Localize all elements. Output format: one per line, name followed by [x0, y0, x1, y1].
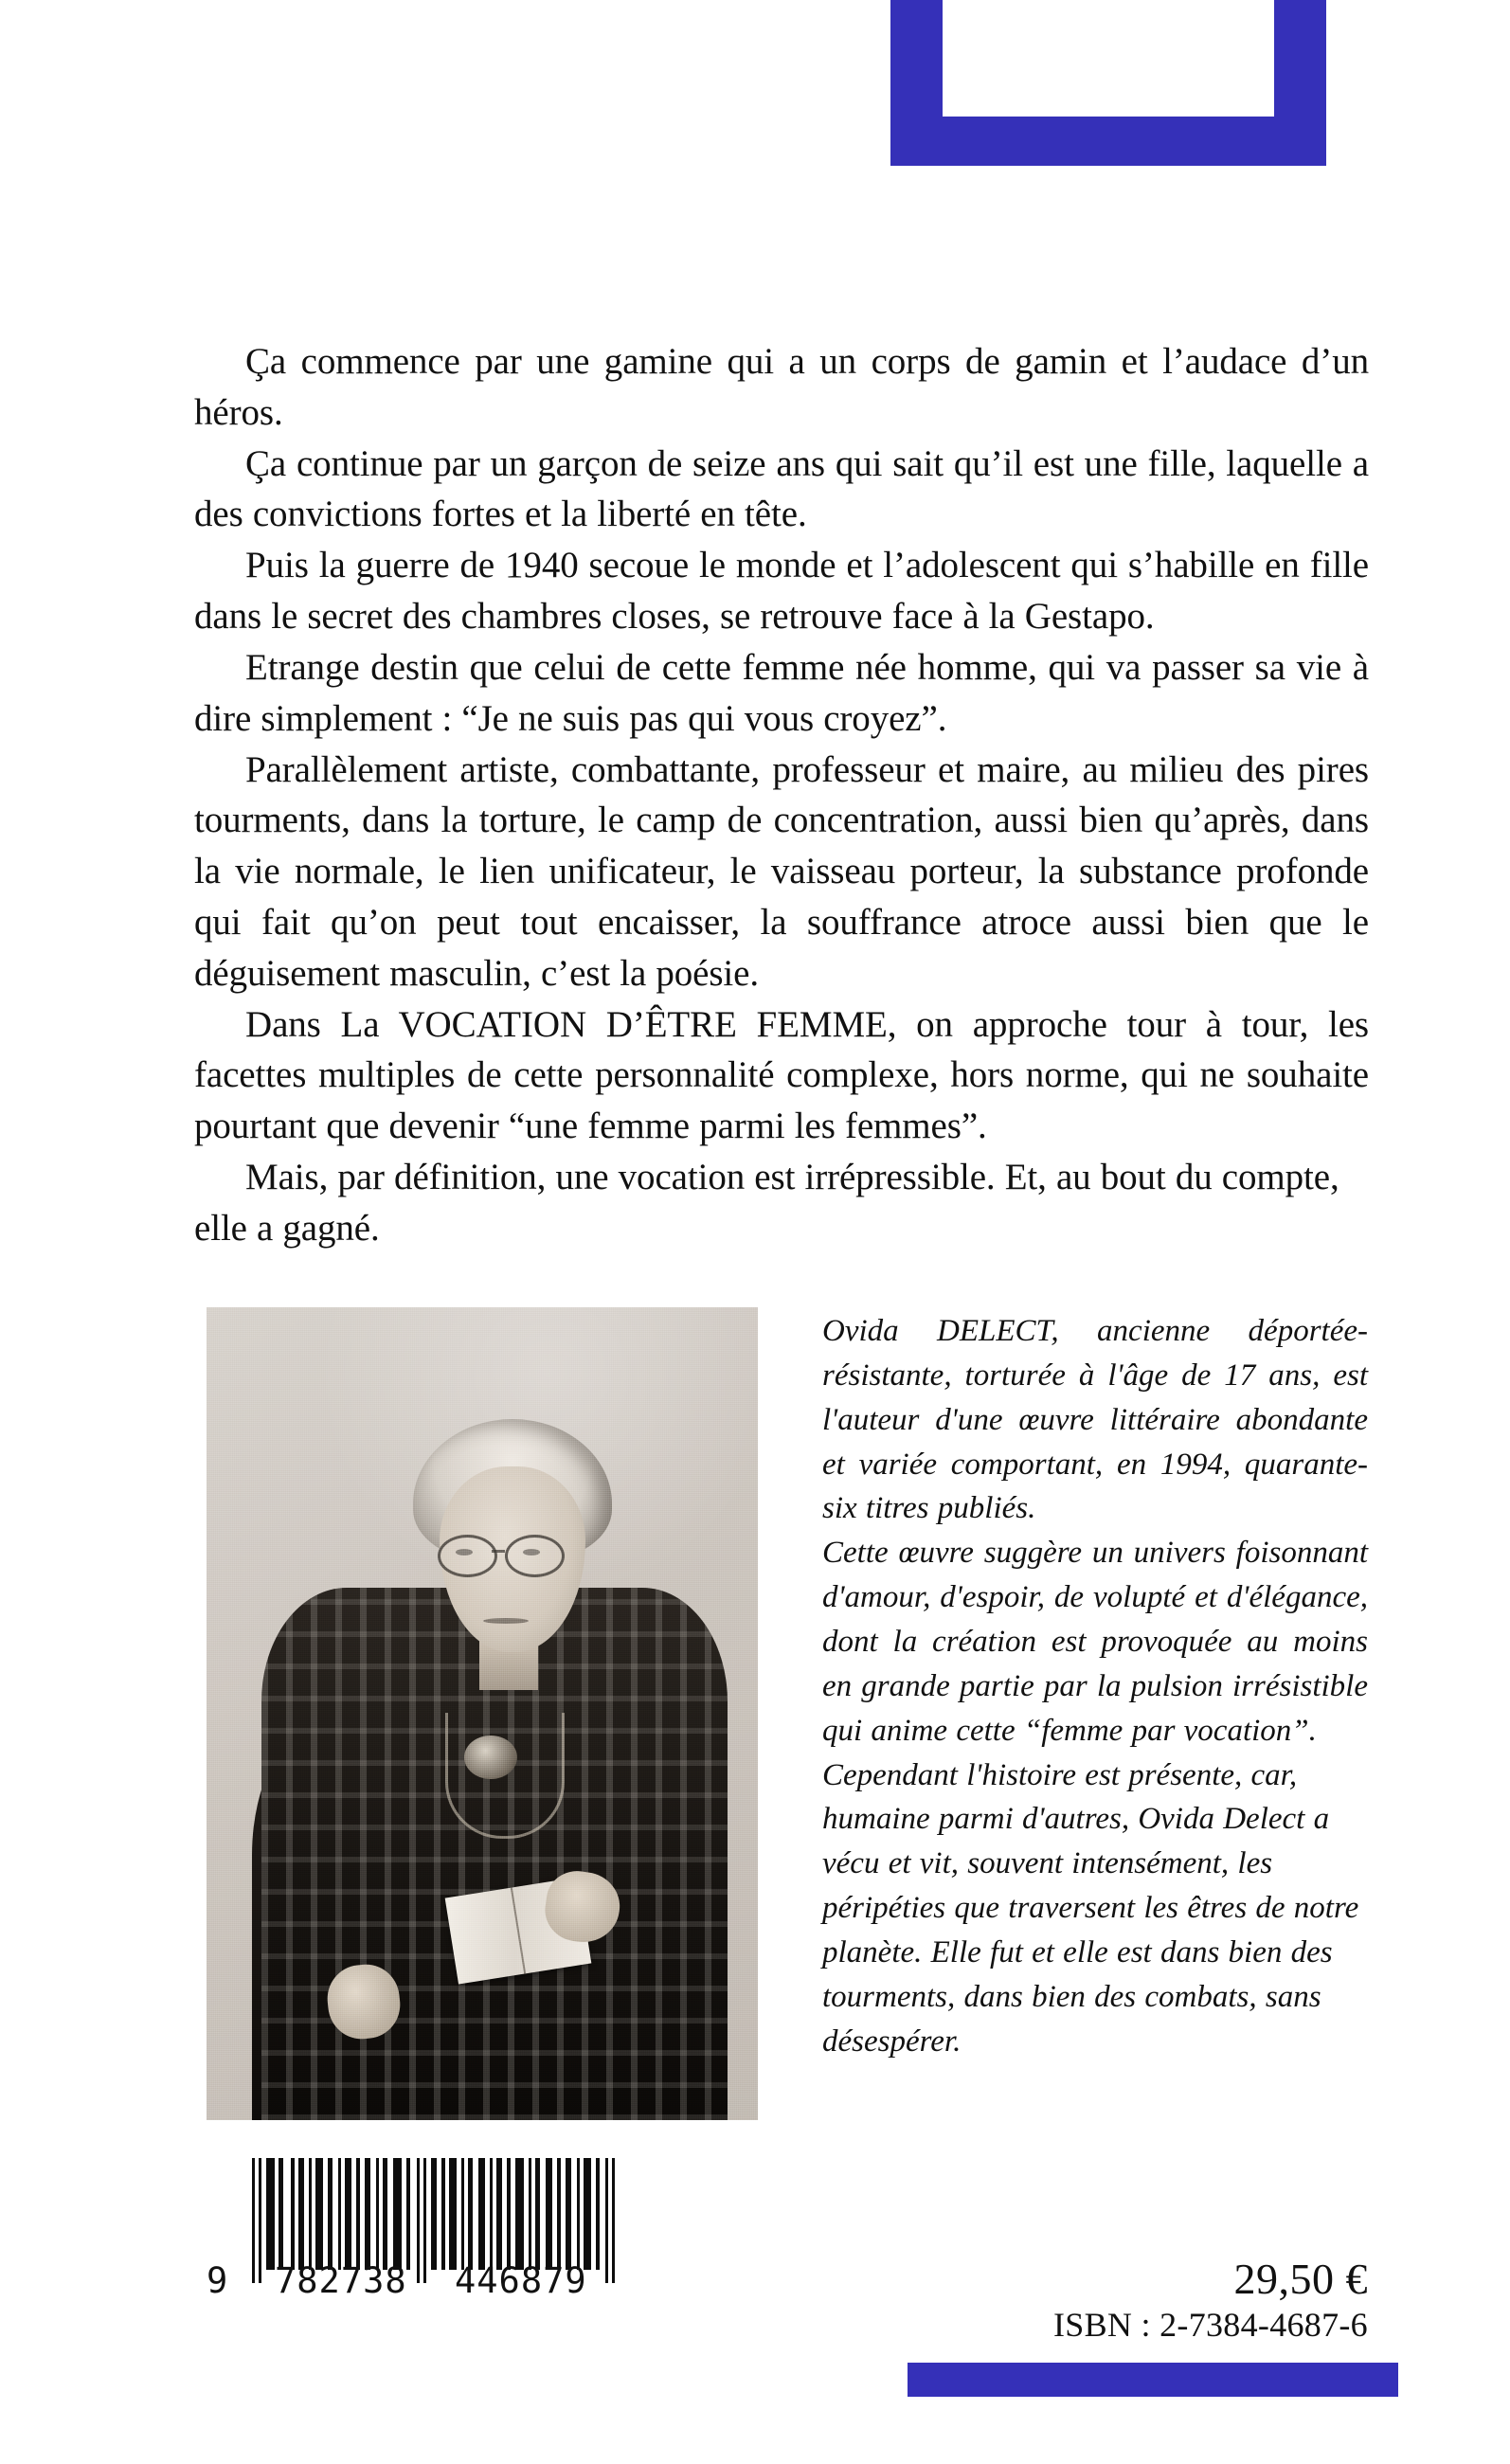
- photo-mouth: [483, 1618, 529, 1624]
- blurb-paragraph: Dans La VOCATION D’ÊTRE FEMME, on approche tour à tour, les facettes multiples de cette personnalité complexe, hors norme, qui ne souhaite pourtant que devenir “une femme parmi les femmes”.: [194, 1003, 1369, 1147]
- biography-paragraph: Ovida DELECT, ancienne déportée-résistante, torturée à l'âge de 17 ans, est l'auteur d'une œuvre littéraire abondante et variée comportant, en 1994, quarante-six titres publiés.: [822, 1314, 1368, 1526]
- blurb-paragraph: Puis la guerre de 1940 secoue le monde et l’adolescent qui s’habille en fille dans le secret des chambres closes, se retrouve face à la Gestapo.: [194, 545, 1369, 638]
- barcode-digit-first: 9: [207, 2260, 229, 2301]
- blurb-paragraph: Mais, par définition, une vocation est irrépressible. Et, au bout du compte, elle a gagné.: [194, 1157, 1339, 1249]
- biography-paragraph: Cette œuvre suggère un univers foisonnant d'amour, d'espoir, de volupté et d'élégance, dont la création est provoquée au moins en grande partie par la pulsion irrésistible qui anime cette “femme par vocation”.: [822, 1536, 1368, 1748]
- photo-eyeglass-right: [505, 1535, 565, 1577]
- biography-paragraph: Cependant l'histoire est présente, car, humaine parmi d'autres, Ovida Delect a vécu et vit, souvent intensément, les péripéties que traversent les êtres de notre planète. Elle fut et elle est dans bien des tourments, dans bien des combats, sans désespérer.: [822, 1757, 1359, 2059]
- photo-necklace: [445, 1713, 565, 1839]
- author-photo-image: [207, 1307, 758, 2120]
- bottom-blue-bar: [908, 2363, 1398, 2397]
- blurb-paragraph: Ça continue par un garçon de seize ans qui sait qu’il est une fille, laquelle a des convictions fortes et la liberté en tête.: [194, 442, 1369, 535]
- author-biography: [822, 1309, 1368, 2064]
- photo-eyeglass-left: [438, 1535, 497, 1577]
- photo-eyeglass-bridge: [492, 1550, 505, 1553]
- price-isbn-block: [822, 2257, 1368, 2348]
- author-photo: [207, 1307, 758, 2120]
- isbn-label: ISBN : 2-7384-4687-6: [1053, 2306, 1368, 2345]
- barcode: [207, 2158, 623, 2319]
- blurb-paragraph: Ça commence par une gamine qui a un corps de gamin et l’audace d’un héros.: [194, 341, 1369, 433]
- blurb-paragraph: Etrange destin que celui de cette femme née homme, qui va passer sa vie à dire simplement : “Je ne suis pas qui vous croyez”.: [194, 646, 1369, 739]
- publisher-logo: [890, 0, 1326, 166]
- blurb-paragraph: Parallèlement artiste, combattante, professeur et maire, au milieu des pires tourments, dans la torture, le camp de concentration, aussi bien qu’après, dans la vie normale, le lien unificateur, le vaisseau porteur, la substance profonde qui fait qu’on peut tout encaisser, la souffrance atroce aussi bien que le déguisement masculin, c’est la poésie.: [194, 748, 1369, 994]
- publisher-logo-bottom-stroke: [890, 117, 1326, 166]
- barcode-digits-right: 446879: [455, 2260, 587, 2301]
- blurb-text: [194, 336, 1369, 1254]
- barcode-digits: [207, 2260, 652, 2464]
- barcode-digits-left: 782738: [275, 2260, 407, 2301]
- photo-brooch: [464, 1736, 517, 1779]
- price-label: 29,50 €: [1233, 2255, 1368, 2303]
